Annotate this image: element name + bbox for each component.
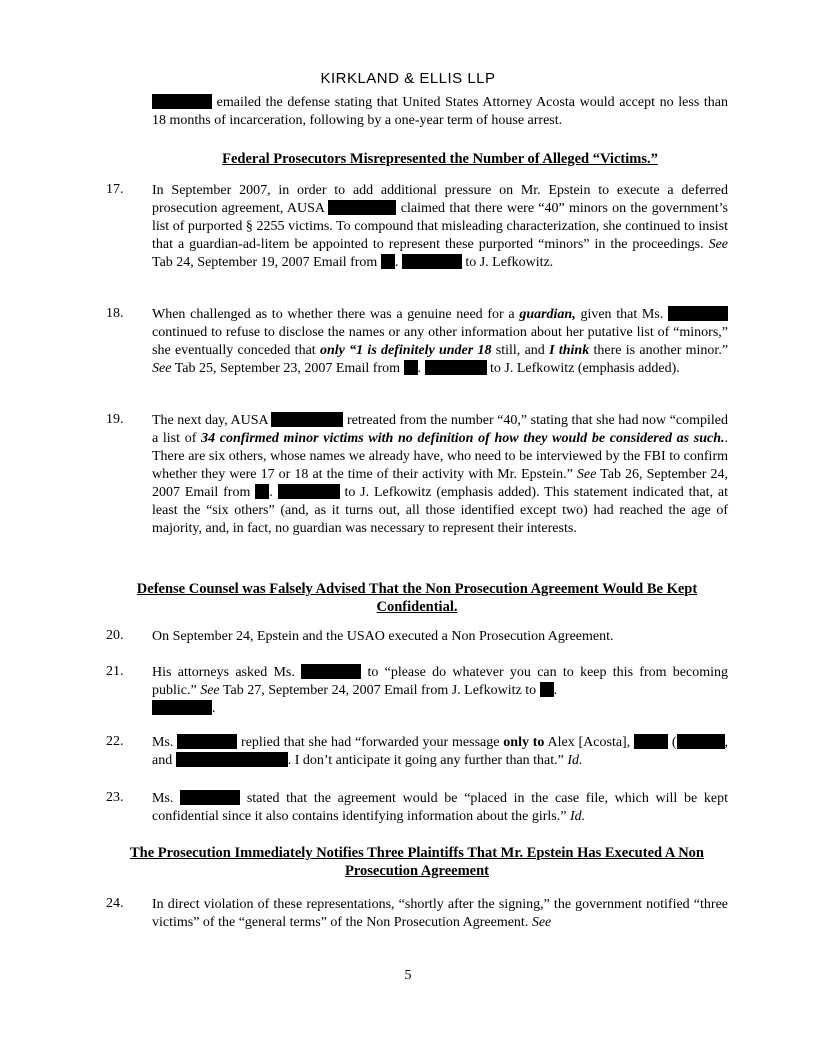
redaction-bar [152,700,212,715]
redaction-bar [425,360,487,375]
page-number: 5 [404,968,412,983]
paragraph-23: Ms. stated that the agreement would be “placed in the case file, which will be kept confidential since it also contains identifying information about the girls.” Id. [152,791,729,824]
intro-paragraph [152,94,728,130]
redaction-bar [301,664,361,679]
redaction-bar [176,752,288,767]
paragraph-22: Ms. replied that she had “forwarded your message only to Alex [Acosta], ( , and . I don’t anticipate it going any further than that.” Id. [152,735,729,768]
redaction-bar [540,682,554,697]
paragraph-24: In direct violation of these representations, “shortly after the signing,” the government notified “three victims” of the “general terms” of the Non Prosecution Agreement. See [152,897,728,930]
redaction-bar [152,94,212,109]
redaction-bar [278,484,340,499]
paragraph-18: When challenged as to whether there was a genuine need for a guardian, given that Ms. continued to refuse to disclose the names or any other information about her putative list of “minors,” she eventually conceded that only “1 is definitely under 18 still, and I think there is another minor.” See Tab 25, September 23, 2007 Email from . to J. Lefkowitz (emphasis added). [152,307,729,376]
redaction-bar [328,200,396,215]
paragraph-number: 22. [106,734,124,749]
redaction-bar [404,360,418,375]
paragraph-number: 18. [106,306,124,321]
paragraph-number: 20. [106,628,124,643]
paragraph-20: On September 24, Epstein and the USAO executed a Non Prosecution Agreement. [152,629,614,644]
redaction-bar [668,306,728,321]
paragraph-17: In September 2007, in order to add additional pressure on Mr. Epstein to execute a deferred prosecution agreement, AUSA claimed that there were “40” minors on the government’s list of purported § 2255 victims. To compound that misleading characterization, she continued to insist that a guardian-ad-litem be appointed to represent these purported “minors” in the proceedings. See Tab 24, September 19, 2007 Email from . to J. Lefkowitz. [152,183,728,270]
redaction-bar [402,254,462,269]
paragraph-number: 24. [106,896,124,911]
paragraph-number: 17. [106,182,124,197]
intro-text: emailed the defense stating that United States Attorney Acosta would accept no less than 18 months of incarceration, following by a one-year term of house arrest. [152,95,729,128]
paragraph-number: 23. [106,790,124,805]
paragraph-21: His attorneys asked Ms. to “please do whatever you can to keep this from becoming public.” See Tab 27, September 24, 2007 Email from J. Lefkowitz to . . [152,665,728,716]
paragraph-number: 19. [106,412,124,427]
redaction-bar [180,790,240,805]
firm-letterhead: KIRKLAND & ELLIS LLP [320,70,496,87]
redaction-bar [255,484,269,499]
paragraph-19: The next day, AUSA retreated from the number “40,” stating that she had now “compiled a list of 34 confirmed minor victims with no definition of how they would be considered as such.. There are six others, whose names we already have, who need to be interviewed by the FBI to confirm whether they were 17 or 18 at the time of their activity with Mr. Epstein.” See Tab 26, September 24, 2007 Email from . to J. Lefkowitz (emphasis added). This statement indicated that, at least the “six others” (and, as it turns out, all those identified except two) had reached the age of majority, and, in fact, no guardian was necessary to represent their interests. [152,413,729,536]
redaction-bar [271,412,343,427]
section-heading-confidential: Defense Counsel was Falsely Advised That the Non Prosecution Agreement Would Be Kept Confidential. [136,581,698,615]
section-heading-notifies: The Prosecution Immediately Notifies Three Plaintiffs That Mr. Epstein Has Executed A Non Prosecution Agreement [130,845,704,879]
redaction-bar [381,254,395,269]
section-heading-victims: Federal Prosecutors Misrepresented the Number of Alleged “Victims.” [222,151,658,167]
paragraph-number: 21. [106,664,124,679]
redaction-bar [634,734,668,749]
redaction-bar [677,734,725,749]
redaction-bar [177,734,237,749]
